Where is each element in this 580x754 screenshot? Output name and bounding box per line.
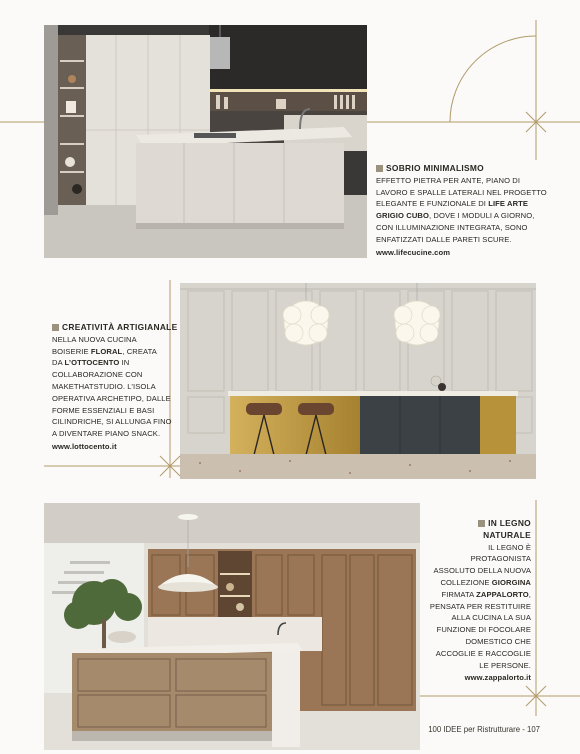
caption-line: ACCOGLIE E RACCOGLIE (435, 648, 531, 658)
caption-line: NELLA NUOVA CUCINA (52, 334, 137, 344)
caption-line: GRIGIO CUBO, DOVE I MODULI A GIORNO, (376, 211, 535, 221)
caption-line: COLLABORAZIONE CON (52, 370, 143, 380)
caption-heading-2: NATURALE (483, 529, 531, 540)
caption-sobrio-minimalismo (376, 163, 576, 258)
square-marker-icon (478, 520, 485, 527)
caption-line: PENSATA PER RESTITUIRE (429, 601, 531, 611)
photo-giorgina-kitchen (44, 503, 420, 750)
caption-line: CILINDRICHE, SI ALLUNGA FINO (52, 417, 172, 427)
square-marker-icon (376, 165, 383, 172)
caption-line: FORME ESSENZIALI E BASI (52, 405, 155, 415)
caption-line: DA L’OTTOCENTO IN (52, 358, 130, 368)
caption-line: MAKETHATSTUDIO. L’ISOLA (52, 381, 156, 391)
website-link[interactable]: www.lottocento.it (52, 441, 117, 451)
caption-line: LE PERSONE. (479, 660, 531, 670)
caption-creativita-artigianale (52, 322, 180, 453)
caption-line: OPERATIVA ARCHETIPO, DALLE (52, 393, 171, 403)
caption-line: EFFETTO PIETRA PER ANTE, PIANO DI (376, 175, 521, 185)
caption-line: ASSOLUTO DELLA NUOVA (433, 566, 531, 576)
caption-line: FUNZIONE DI FOCOLARE (436, 625, 531, 635)
caption-line: A DIVENTARE PIANO SNACK. (52, 429, 161, 439)
website-link[interactable]: www.zappalorto.it (464, 673, 531, 683)
caption-line: LAVORO E SPALLE LATERALI NEL PROGETTO (376, 187, 547, 197)
caption-line: ENFATIZZATI DALLE PARETI SCURE. (376, 234, 512, 244)
caption-line: COLLEZIONE GIORGINA (440, 577, 531, 587)
caption-heading: SOBRIO MINIMALISMO (376, 163, 576, 175)
caption-line: DOMESTICO CHE (465, 636, 531, 646)
page-folio: 100 IDEE per Ristrutturare - 107 (428, 725, 540, 734)
caption-line: ALLA CUCINA LA SUA (451, 613, 531, 623)
caption-line: CON ILLUMINAZIONE INTEGRATA, SONO (376, 222, 528, 232)
caption-heading: CREATIVITÀ ARTIGIANALE (52, 322, 180, 334)
caption-line: ELEGANTE E FUNZIONALE DI LIFE ARTE (376, 199, 529, 209)
caption-line: IL LEGNO È (488, 542, 531, 552)
caption-line: PROTAGONISTA (470, 554, 531, 564)
caption-in-legno-naturale (420, 518, 531, 684)
caption-line: FIRMATA ZAPPALORTO, (441, 589, 531, 599)
caption-line: BOISERIE FLORAL, CREATA (52, 346, 157, 356)
caption-heading: IN LEGNO (420, 518, 531, 530)
website-link[interactable]: www.lifecucine.com (376, 247, 451, 257)
photo-floral-kitchen (180, 283, 536, 479)
square-marker-icon (52, 324, 59, 331)
